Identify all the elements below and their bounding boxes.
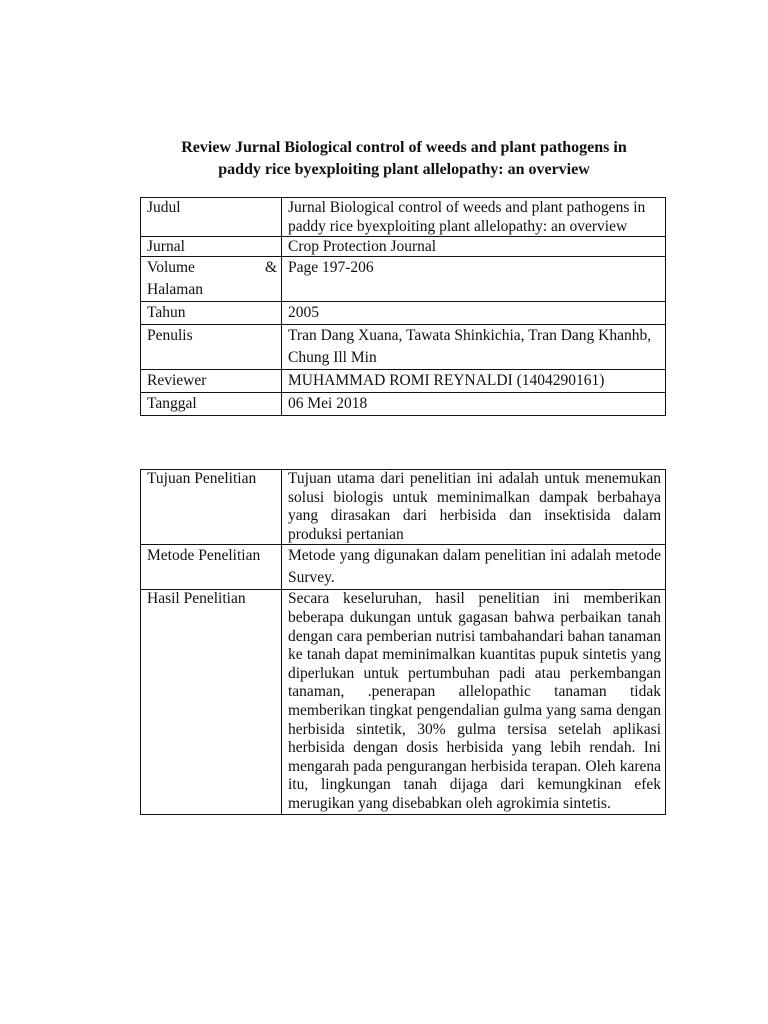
table-row — [141, 237, 666, 257]
label-hasil-penelitian: Hasil Penelitian — [141, 590, 282, 814]
label-tanggal: Tanggal — [141, 393, 282, 416]
table-row — [141, 590, 666, 814]
journal-info-table — [140, 197, 666, 416]
table-row — [141, 545, 666, 590]
table-row — [141, 325, 666, 370]
label-jurnal: Jurnal — [141, 237, 282, 257]
value-jurnal: Crop Protection Journal — [282, 237, 666, 257]
value-hasil-penelitian: Secara keseluruhan, hasil penelitian ini memberikan beberapa dukungan untuk gagasan bahwa perbaikan tanah dengan cara pemberian nutrisi tambahandari bahan tanaman ke tanah dapat meminimalkan kuantitas pupuk sintetis yang diperlukan untuk pertumbuhan padi atau perkembangan tanaman, .penerapan allelopathic tanaman tidak memberikan tingkat pengendalian gulma yang sama dengan herbisida sintetik, 30% gulma tersisa setelah aplikasi herbisida dengan dosis herbisida yang lebih rendah. Ini mengarah pada pengurangan herbisida terapan. Oleh karena itu, lingkungan tanah dijaga dari kemungkinan efek merugikan yang disebabkan oleh agrokimia sintetis. — [282, 590, 666, 814]
title-line-1: Review Jurnal Biological control of weeds and plant pathogens in — [181, 139, 627, 156]
value-metode-penelitian: Metode yang digunakan dalam penelitian ini adalah metode Survey. — [282, 545, 666, 590]
document-title — [130, 137, 678, 181]
table-row — [141, 302, 666, 325]
title-line-2: paddy rice byexploiting plant allelopathy: an overview — [218, 161, 590, 178]
label-ampersand: & — [264, 259, 277, 276]
value-tanggal: 06 Mei 2018 — [282, 393, 666, 416]
label-metode-penelitian: Metode Penelitian — [141, 545, 282, 590]
value-volume-halaman: Page 197-206 — [282, 257, 666, 302]
label-judul: Judul — [141, 198, 282, 237]
value-tujuan-penelitian: Tujuan utama dari penelitian ini adalah untuk menemukan solusi biologis untuk meminimalkan dampak berbahaya yang dirasakan dari herbisida dan insektisida dalam produksi pertanian — [282, 470, 666, 545]
label-volume-halaman — [141, 257, 282, 302]
label-halaman: Halaman — [147, 281, 203, 298]
label-reviewer: Reviewer — [141, 370, 282, 393]
label-penulis: Penulis — [141, 325, 282, 370]
label-tujuan-penelitian: Tujuan Penelitian — [141, 470, 282, 545]
label-tahun: Tahun — [141, 302, 282, 325]
label-volume: Volume — [147, 259, 195, 276]
value-tahun: 2005 — [282, 302, 666, 325]
table-row — [141, 370, 666, 393]
table-row — [141, 198, 666, 237]
review-table — [140, 469, 666, 815]
value-judul: Jurnal Biological control of weeds and plant pathogens in paddy rice byexploiting plant allelopathy: an overview — [282, 198, 666, 237]
value-penulis: Tran Dang Xuana, Tawata Shinkichia, Tran Dang Khanhb, Chung Ill Min — [282, 325, 666, 370]
table-row — [141, 393, 666, 416]
value-reviewer: MUHAMMAD ROMI REYNALDI (1404290161) — [282, 370, 666, 393]
table-row — [141, 257, 666, 302]
table-row — [141, 470, 666, 545]
